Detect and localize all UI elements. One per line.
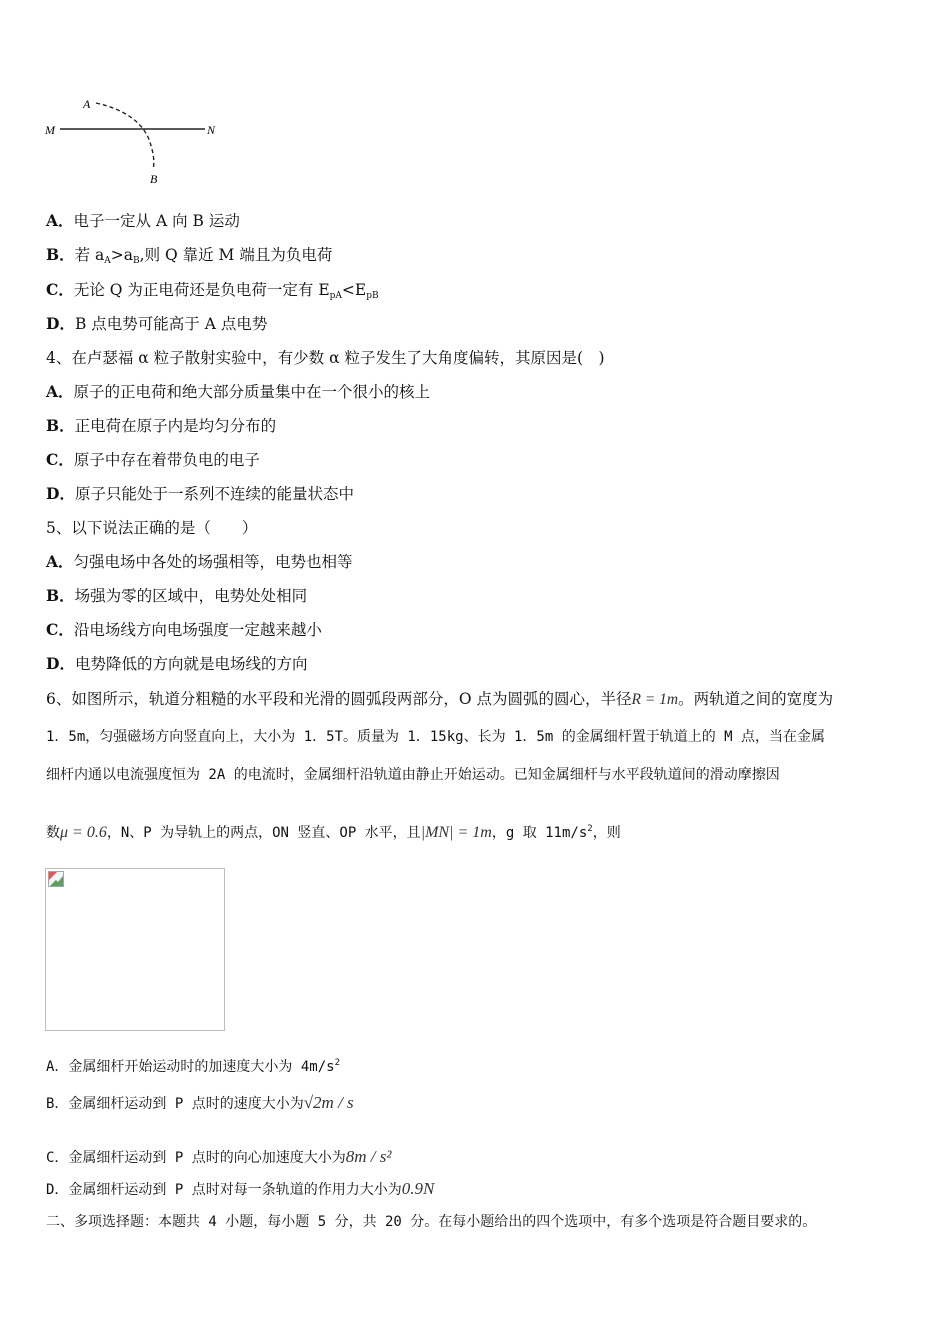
option-label: D． (46, 654, 75, 673)
option-text: 正电荷在原子内是均匀分布的 (74, 417, 277, 435)
subscript: pA (329, 291, 342, 301)
label-b: B (150, 172, 158, 186)
option-text: A．金属细杆开始运动时的加速度大小为 4m/s (46, 1059, 335, 1075)
q4-option-b (46, 416, 276, 436)
q6-option-c (46, 1147, 391, 1168)
subscript: A (104, 256, 111, 266)
label-a: A (83, 97, 91, 111)
math-velocity: √2m / s (303, 1093, 354, 1112)
q4-option-a (46, 382, 430, 402)
option-text: B．金属细杆运动到 P 点时的速度大小为 (46, 1096, 304, 1112)
option-text: 匀强电场中各处的场强相等，电势也相等 (73, 553, 353, 571)
option-label: B． (46, 416, 75, 435)
option-label: C． (46, 450, 74, 469)
option-label: D． (46, 314, 75, 333)
option-label: A． (46, 552, 74, 571)
stem-text: ，则 (592, 825, 621, 841)
option-text: D．金属细杆运动到 P 点时对每一条轨道的作用力大小为 (46, 1182, 402, 1198)
option-text: B 点电势可能高于 A 点电势 (74, 315, 268, 333)
option-text: 电子一定从 A 向 B 运动 (73, 212, 240, 230)
section-title: 二、多项选择题：本题共 4 小题，每小题 5 分，共 20 分。在每小题给出的四个选项中，有多个选项是符合题目要求的。 (46, 1214, 817, 1230)
trajectory-arc (96, 103, 154, 170)
superscript: 2 (587, 824, 593, 834)
subscript: pB (366, 291, 379, 301)
q6-option-a (46, 1053, 340, 1077)
q3-option-a (46, 211, 240, 231)
option-text: ,则 Q 靠近 M 端且为负电荷 (139, 246, 333, 264)
q6-stem-line-1 (46, 689, 833, 710)
q5-stem: 5、以下说法正确的是（ ） (46, 519, 258, 537)
option-text: 原子的正电荷和绝大部分质量集中在一个很小的核上 (73, 383, 431, 401)
stem-text: ，N、P 为导轨上的两点，ON 竖直、OP 水平，且 (106, 825, 421, 841)
label-m: M (45, 123, 55, 137)
stem-text: 。两轨道之间的宽度为 (678, 690, 834, 708)
option-text: <E (341, 281, 367, 299)
q3-option-b (46, 245, 332, 271)
q6-stem-line-3: 细杆内通以电流强度恒为 2A 的电流时，金属细杆沿轨道由静止开始运动。已知金属细杆与水平段轨道间的滑动摩擦因 (46, 767, 780, 783)
q6-stem-line-4 (46, 819, 621, 843)
field-line-diagram (40, 92, 230, 188)
q3-option-d (46, 314, 267, 334)
q5-option-b (46, 586, 307, 606)
q5-option-a (46, 552, 353, 572)
q3-option-c (46, 280, 379, 306)
option-label: A． (46, 382, 74, 401)
option-text: 电势降低的方向就是电场线的方向 (74, 655, 308, 673)
q6-option-b (46, 1093, 354, 1114)
q5-option-c (46, 620, 322, 640)
q4-option-c (46, 450, 260, 470)
math-radius: R = 1m (631, 691, 679, 708)
q6-stem-line-2: 1．5m，匀强磁场方向竖直向上，大小为 1．5T。质量为 1．15kg、长为 1．5m 的金属细杆置于轨道上的 M 点，当在金属 (46, 729, 826, 745)
label-n: N (207, 123, 216, 137)
option-label: B． (46, 245, 75, 264)
option-text: 若 a (74, 246, 105, 264)
stem-text: ，g 取 11m/s (491, 825, 588, 841)
option-label: C． (46, 280, 74, 299)
missing-figure (45, 868, 225, 1031)
option-text: 原子中存在着带负电的电子 (73, 451, 260, 469)
q4-option-d (46, 484, 354, 504)
math-acceleration: 8m / s² (345, 1147, 392, 1166)
option-label: C． (46, 620, 74, 639)
subscript: B (133, 256, 140, 266)
q6-option-d (46, 1179, 434, 1200)
math-mu: μ = 0.6 (60, 824, 107, 841)
superscript: 2 (334, 1058, 340, 1068)
option-label: A． (46, 211, 74, 230)
option-label: D． (46, 484, 75, 503)
option-text: C．金属细杆运动到 P 点时的向心加速度大小为 (46, 1150, 346, 1166)
option-text: 原子只能处于一系列不连续的能量状态中 (74, 485, 354, 503)
stem-text: 6、如图所示，轨道分粗糙的水平段和光滑的圆弧段两部分，O 点为圆弧的圆心，半径 (46, 690, 632, 708)
option-text: 场强为零的区域中，电势处处相同 (74, 587, 308, 605)
q4-stem: 4、在卢瑟福 α 粒子散射实验中，有少数 α 粒子发生了大角度偏转，其原因是( ) (46, 349, 605, 367)
q5-option-d (46, 654, 307, 674)
option-text: 沿电场线方向电场强度一定越来越小 (73, 621, 322, 639)
option-text: 无论 Q 为正电荷还是负电荷一定有 E (73, 281, 330, 299)
broken-image-icon (48, 871, 64, 887)
option-text: >a (110, 246, 134, 264)
math-mn: |MN| = 1m (420, 824, 492, 841)
math-force: 0.9N (401, 1179, 435, 1198)
stem-text: 数 (46, 825, 60, 841)
option-label: B． (46, 586, 75, 605)
